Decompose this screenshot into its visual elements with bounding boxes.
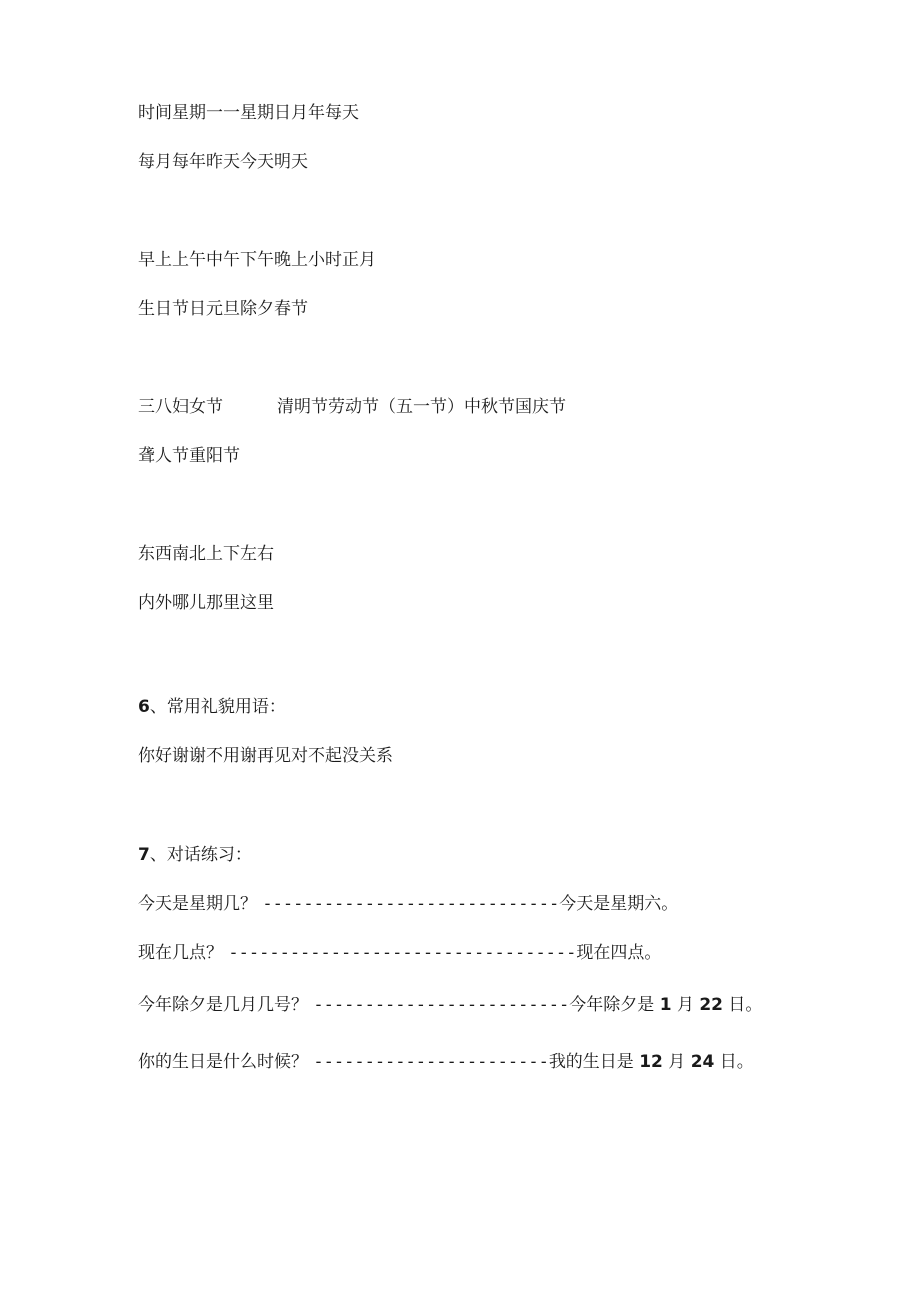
dialog-3-day-unit: 日。 [728,995,763,1015]
vocab-line-4: 生日节日元旦除夕春节 [138,299,308,319]
vocab-line-5 [138,397,566,417]
dialog-4-day-unit: 日。 [719,1052,754,1072]
dialog-3-month-unit: 月 [676,995,694,1015]
dialog-3 [138,995,762,1015]
dialog-4-question: 你的生日是什么时候？ [138,1052,308,1072]
dialog-3-question: 今年除夕是几月几号？ [138,995,308,1015]
dialog-4-month-unit: 月 [668,1052,686,1072]
dialog-2-answer: 现在四点。 [576,943,662,963]
dialog-4-dashes: ----------------------- [313,1052,549,1072]
vocab-line-7: 东西南北上下左右 [138,544,274,564]
vocab-line-8: 内外哪儿那里这里 [138,593,274,613]
dialog-3-dashes: ------------------------- [313,995,570,1015]
dialog-2-dashes: ---------------------------------- [228,943,577,963]
dialog-1 [138,894,678,914]
dialog-4-day: 24 [690,1052,715,1072]
section-7-number: 7 [138,845,150,865]
dialog-1-question: 今天是星期几？ [138,894,257,914]
dialog-4 [138,1052,754,1072]
vocab-line-1: 时间星期一一星期日月年每天 [138,103,359,123]
dialog-4-answer-prefix: 我的生日是 [548,1052,634,1072]
dialog-1-answer: 今天是星期六。 [559,894,679,914]
vocab-line-6: 聋人节重阳节 [138,446,240,466]
vocab-line-2: 每月每年昨天今天明天 [138,152,308,172]
festival-womens-day: 三八妇女节 [138,397,223,417]
festival-list: 清明节劳动节（五一节）中秋节国庆节 [277,397,566,417]
dialog-2-question: 现在几点？ [138,943,223,963]
dialog-1-dashes: ----------------------------- [262,894,560,914]
section-6-heading [138,697,286,717]
section-6-content: 你好谢谢不用谢再见对不起没关系 [138,746,393,766]
dialog-3-month: 1 [659,995,672,1015]
dialog-2 [138,943,661,963]
section-7-title: 、对话练习： [149,845,252,865]
section-6-title: 、常用礼貌用语： [149,697,286,717]
vocab-line-3: 早上上午中午下午晚上小时正月 [138,250,376,270]
dialog-3-day: 22 [699,995,724,1015]
dialog-4-month: 12 [639,1052,663,1072]
section-6-number: 6 [138,697,150,717]
dialog-3-answer-prefix: 今年除夕是 [569,995,655,1015]
section-7-heading [138,845,252,865]
